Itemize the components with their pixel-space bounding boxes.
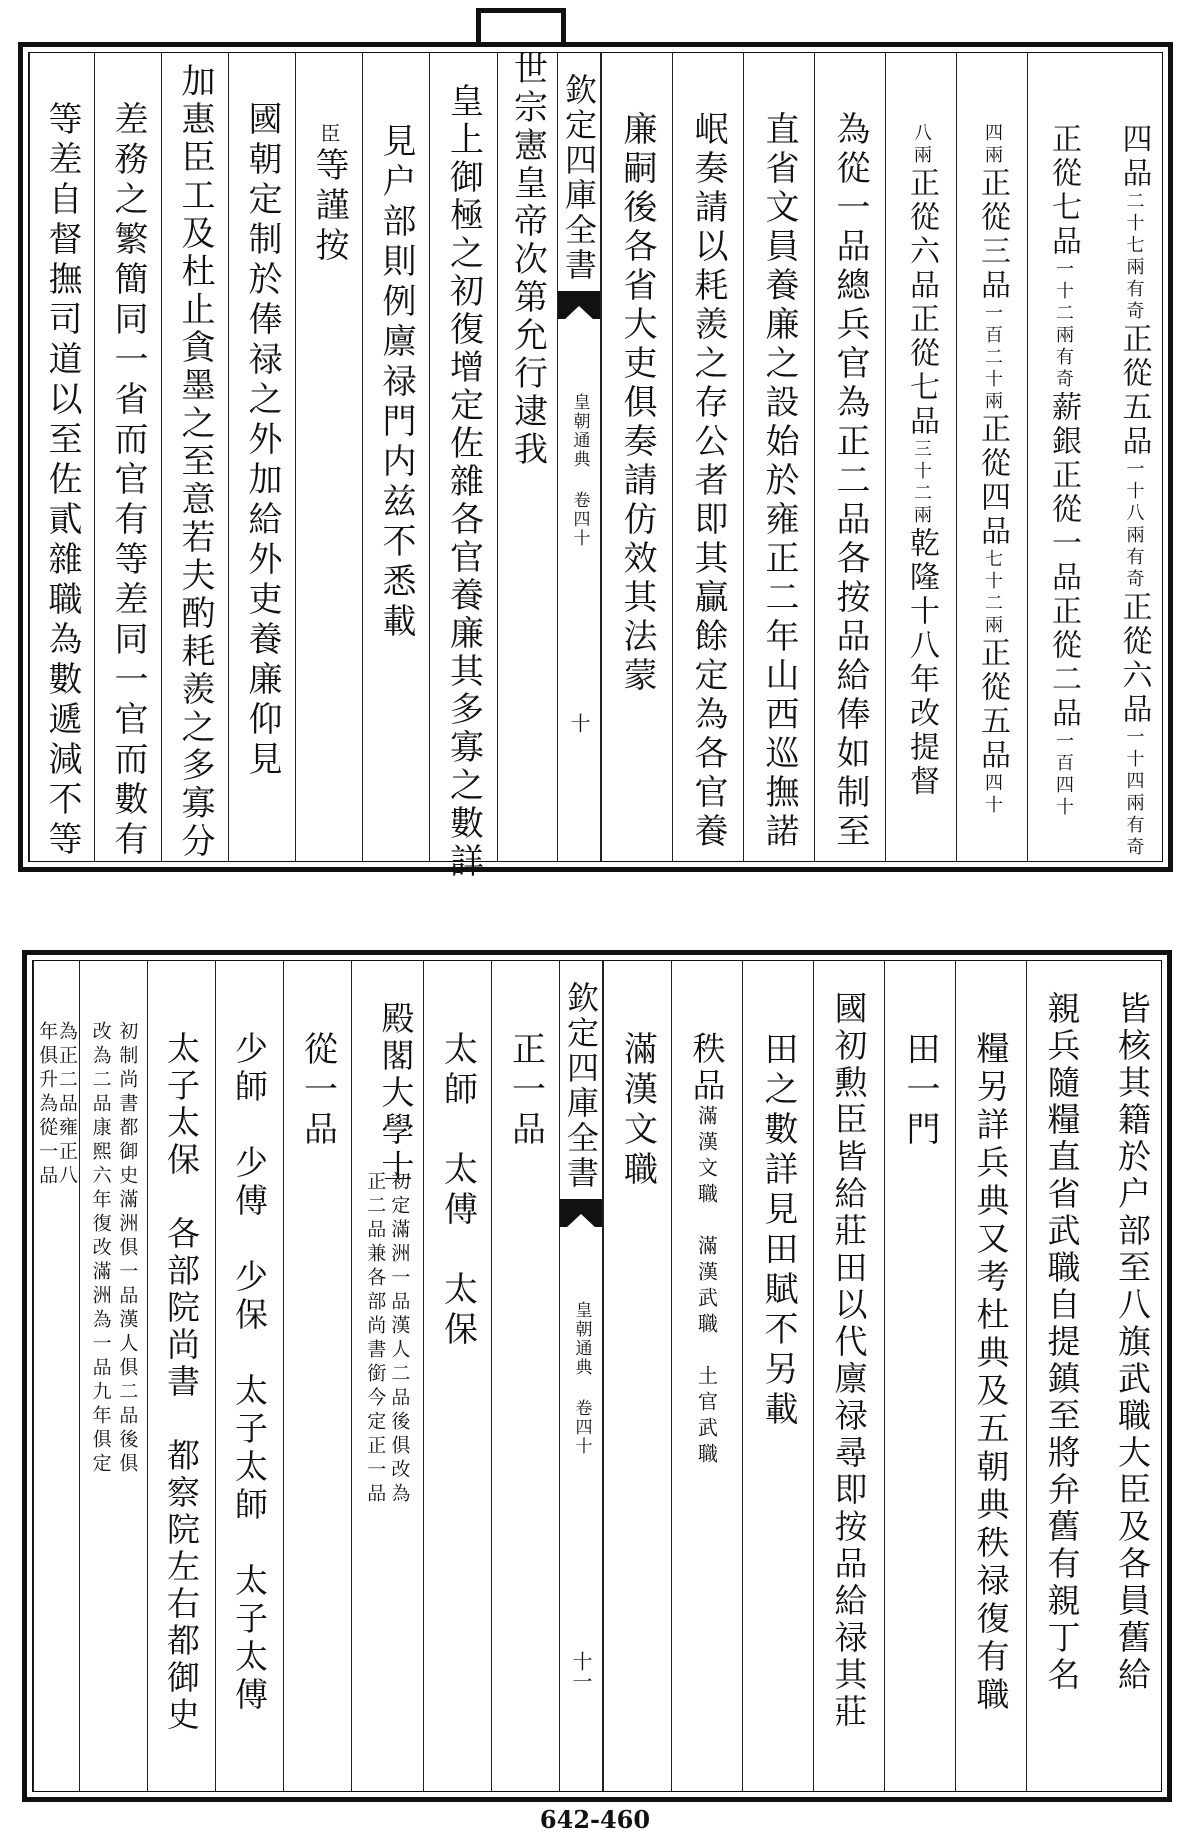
- bottom-col-1: [1097, 961, 1168, 1791]
- book-title: 欽定四庫全書: [560, 73, 598, 283]
- bottom-col-4: [884, 961, 955, 1791]
- text-small: 一百四十: [1053, 731, 1074, 819]
- top-col-11: [295, 53, 362, 861]
- text-main: 正從五品: [975, 637, 1010, 773]
- top-page-frame: [28, 51, 1163, 881]
- text-small: 為正二品雍正八: [55, 1021, 78, 1189]
- text-main: 田一門: [900, 1031, 940, 1151]
- text-main: 親兵隨糧直省武職自提鎮至將弁舊有親丁名: [1042, 991, 1082, 1694]
- top-col-2: [1027, 53, 1098, 861]
- text-main: 差務之繁簡同一省而官有等差同一官而數有: [108, 101, 148, 861]
- top-col-8: [601, 53, 672, 861]
- text-main: 加惠臣工及杜止貪墨之至意若夫酌耗羨之多寡分: [175, 63, 215, 861]
- text-main: 見户部則例廪禄門内兹不悉載: [376, 123, 416, 643]
- text-main: 乾隆十八年改提督: [904, 527, 939, 799]
- text-main: 正從三品: [975, 167, 1010, 303]
- text-small: 一百二十兩: [982, 303, 1003, 413]
- text-main: 等謹按: [309, 147, 349, 267]
- bottom-col-7: [671, 961, 742, 1791]
- top-col-7: [672, 53, 743, 861]
- bottom-col-12: [283, 961, 351, 1791]
- top-col-3: [956, 53, 1027, 861]
- fishtail-mark: [558, 291, 600, 319]
- bottom-col-10: [423, 961, 491, 1791]
- bottom-col-9: [491, 961, 559, 1791]
- text-small: 一十四兩有奇: [1123, 727, 1145, 859]
- top-col-9: [429, 53, 497, 881]
- text-main: 正從六品: [1116, 591, 1152, 727]
- source-note: 皇朝通典 卷四十: [569, 393, 590, 548]
- text-small: 改為二品康熙六年復改滿洲為一品九年俱定: [89, 1021, 112, 1477]
- bottom-col-3: [955, 961, 1026, 1791]
- bottom-col-6: [742, 961, 813, 1791]
- text-main: 薪銀正從一品正從二品: [1046, 391, 1081, 731]
- text-main: 為從一品總兵官為正二品各按品給俸如制至: [830, 111, 870, 852]
- top-col-4: [885, 53, 956, 861]
- bottom-col-16: [33, 961, 79, 1791]
- bottom-col-13: [215, 961, 283, 1791]
- top-page: [18, 42, 1173, 881]
- top-col-15: [29, 53, 94, 861]
- text-small: 初制尚書都御史滿洲俱一品漢人俱二品後俱: [116, 1021, 139, 1477]
- top-col-6: [743, 53, 814, 861]
- top-col-10: [362, 53, 429, 861]
- text-main: 等差自督撫司道以至佐貳雜職為數遞減不等: [42, 101, 82, 861]
- text-main: 國初勲臣皆給莊田以代廪禄尋即按品給禄其莊: [829, 991, 869, 1731]
- text-small: 一十二兩有奇: [1053, 259, 1074, 391]
- text-main: 殿閣大學士: [376, 1001, 416, 1186]
- text-main: 世宗憲皇帝次第允行逮我: [507, 51, 548, 469]
- text-main: 岷奏請以耗羨之存公者即其贏餘定為各官養: [688, 111, 728, 852]
- text-small: 八兩: [911, 123, 932, 167]
- text-main: 太子太保 各部院尚書 都察院左右都御史: [162, 1031, 201, 1734]
- text-main: 田之數詳見田賦不另載: [758, 1031, 798, 1431]
- text-main: 正從七品: [1046, 123, 1081, 259]
- bottom-center-gutter: [559, 961, 603, 1791]
- text-main: 直省文員養廉之設始於雍正二年山西巡撫諾: [759, 111, 799, 852]
- text-small: 七十二兩: [982, 549, 1003, 637]
- text-small: 正二品兼各部尚書銜今定正一品: [364, 1171, 387, 1507]
- bottom-col-11: [351, 961, 423, 1791]
- text-main: 廉嗣後各省大吏俱奏請仿效其法蒙: [617, 111, 657, 696]
- bottom-col-8: [603, 961, 671, 1791]
- text-small: 臣: [317, 123, 341, 147]
- fishtail-mark: [560, 1199, 602, 1227]
- bottom-col-15: [79, 961, 147, 1791]
- bottom-col-14: [147, 961, 215, 1791]
- text-small: 年俱升為從一品: [36, 1021, 59, 1189]
- top-col-14: [94, 53, 161, 861]
- text-main: 正從五品: [1116, 323, 1152, 459]
- top-col-12: [228, 53, 295, 861]
- text-main: 滿漢文職: [617, 1031, 658, 1191]
- text-main: 少師 少傅 少保 太子太師 太子太傅: [230, 1031, 269, 1715]
- footer-page-code: 642-460: [539, 1805, 651, 1834]
- text-small: 三十二兩: [911, 439, 932, 527]
- text-small: 初定滿洲一品漢人二品後俱改為: [388, 1171, 411, 1507]
- text-main: 國朝定制於俸禄之外加給外吏養廉仰見: [242, 101, 282, 781]
- text-main: 太師 太傅 太保: [437, 1031, 478, 1351]
- text-small: 四兩: [982, 123, 1003, 167]
- bottom-col-2: [1026, 961, 1097, 1791]
- top-center-title-col: [497, 53, 557, 861]
- text-main: 秩品: [687, 1031, 727, 1105]
- top-col-1: [1098, 53, 1169, 861]
- page-number: 十: [567, 713, 591, 733]
- text-small: 二十七兩有奇: [1123, 191, 1145, 323]
- text-main: 皆核其籍於户部至八旗武職大臣及各員舊給: [1113, 991, 1152, 1694]
- book-title: 欽定四庫全書: [562, 981, 600, 1191]
- page-number: 十一: [569, 1651, 593, 1691]
- top-col-5: [814, 53, 885, 861]
- bottom-page-frame: [32, 960, 1162, 1792]
- text-small: 四十: [982, 773, 1003, 817]
- text-main: 皇上御極之初復增定佐雜各官養廉其多寡之數詳: [443, 83, 484, 881]
- top-col-13: [161, 53, 228, 861]
- top-center-gutter: [557, 53, 601, 861]
- text-main: 正從六品正從七品: [904, 167, 939, 439]
- source-note: 皇朝通典 卷四十: [571, 1301, 592, 1456]
- text-main: 四品: [1116, 123, 1152, 191]
- text-small: 滿漢文職 滿漢武職 土官武職: [694, 1105, 719, 1469]
- text-main: 糧另詳兵典又考杜典及五朝典秩禄復有職: [971, 1031, 1011, 1715]
- bottom-page: [22, 950, 1172, 1802]
- text-main: 正一品: [505, 1031, 546, 1151]
- text-main: 從一品: [297, 1031, 338, 1151]
- bottom-col-5: [813, 961, 884, 1791]
- text-main: 正從四品: [975, 413, 1010, 549]
- text-small: 一十八兩有奇: [1123, 459, 1145, 591]
